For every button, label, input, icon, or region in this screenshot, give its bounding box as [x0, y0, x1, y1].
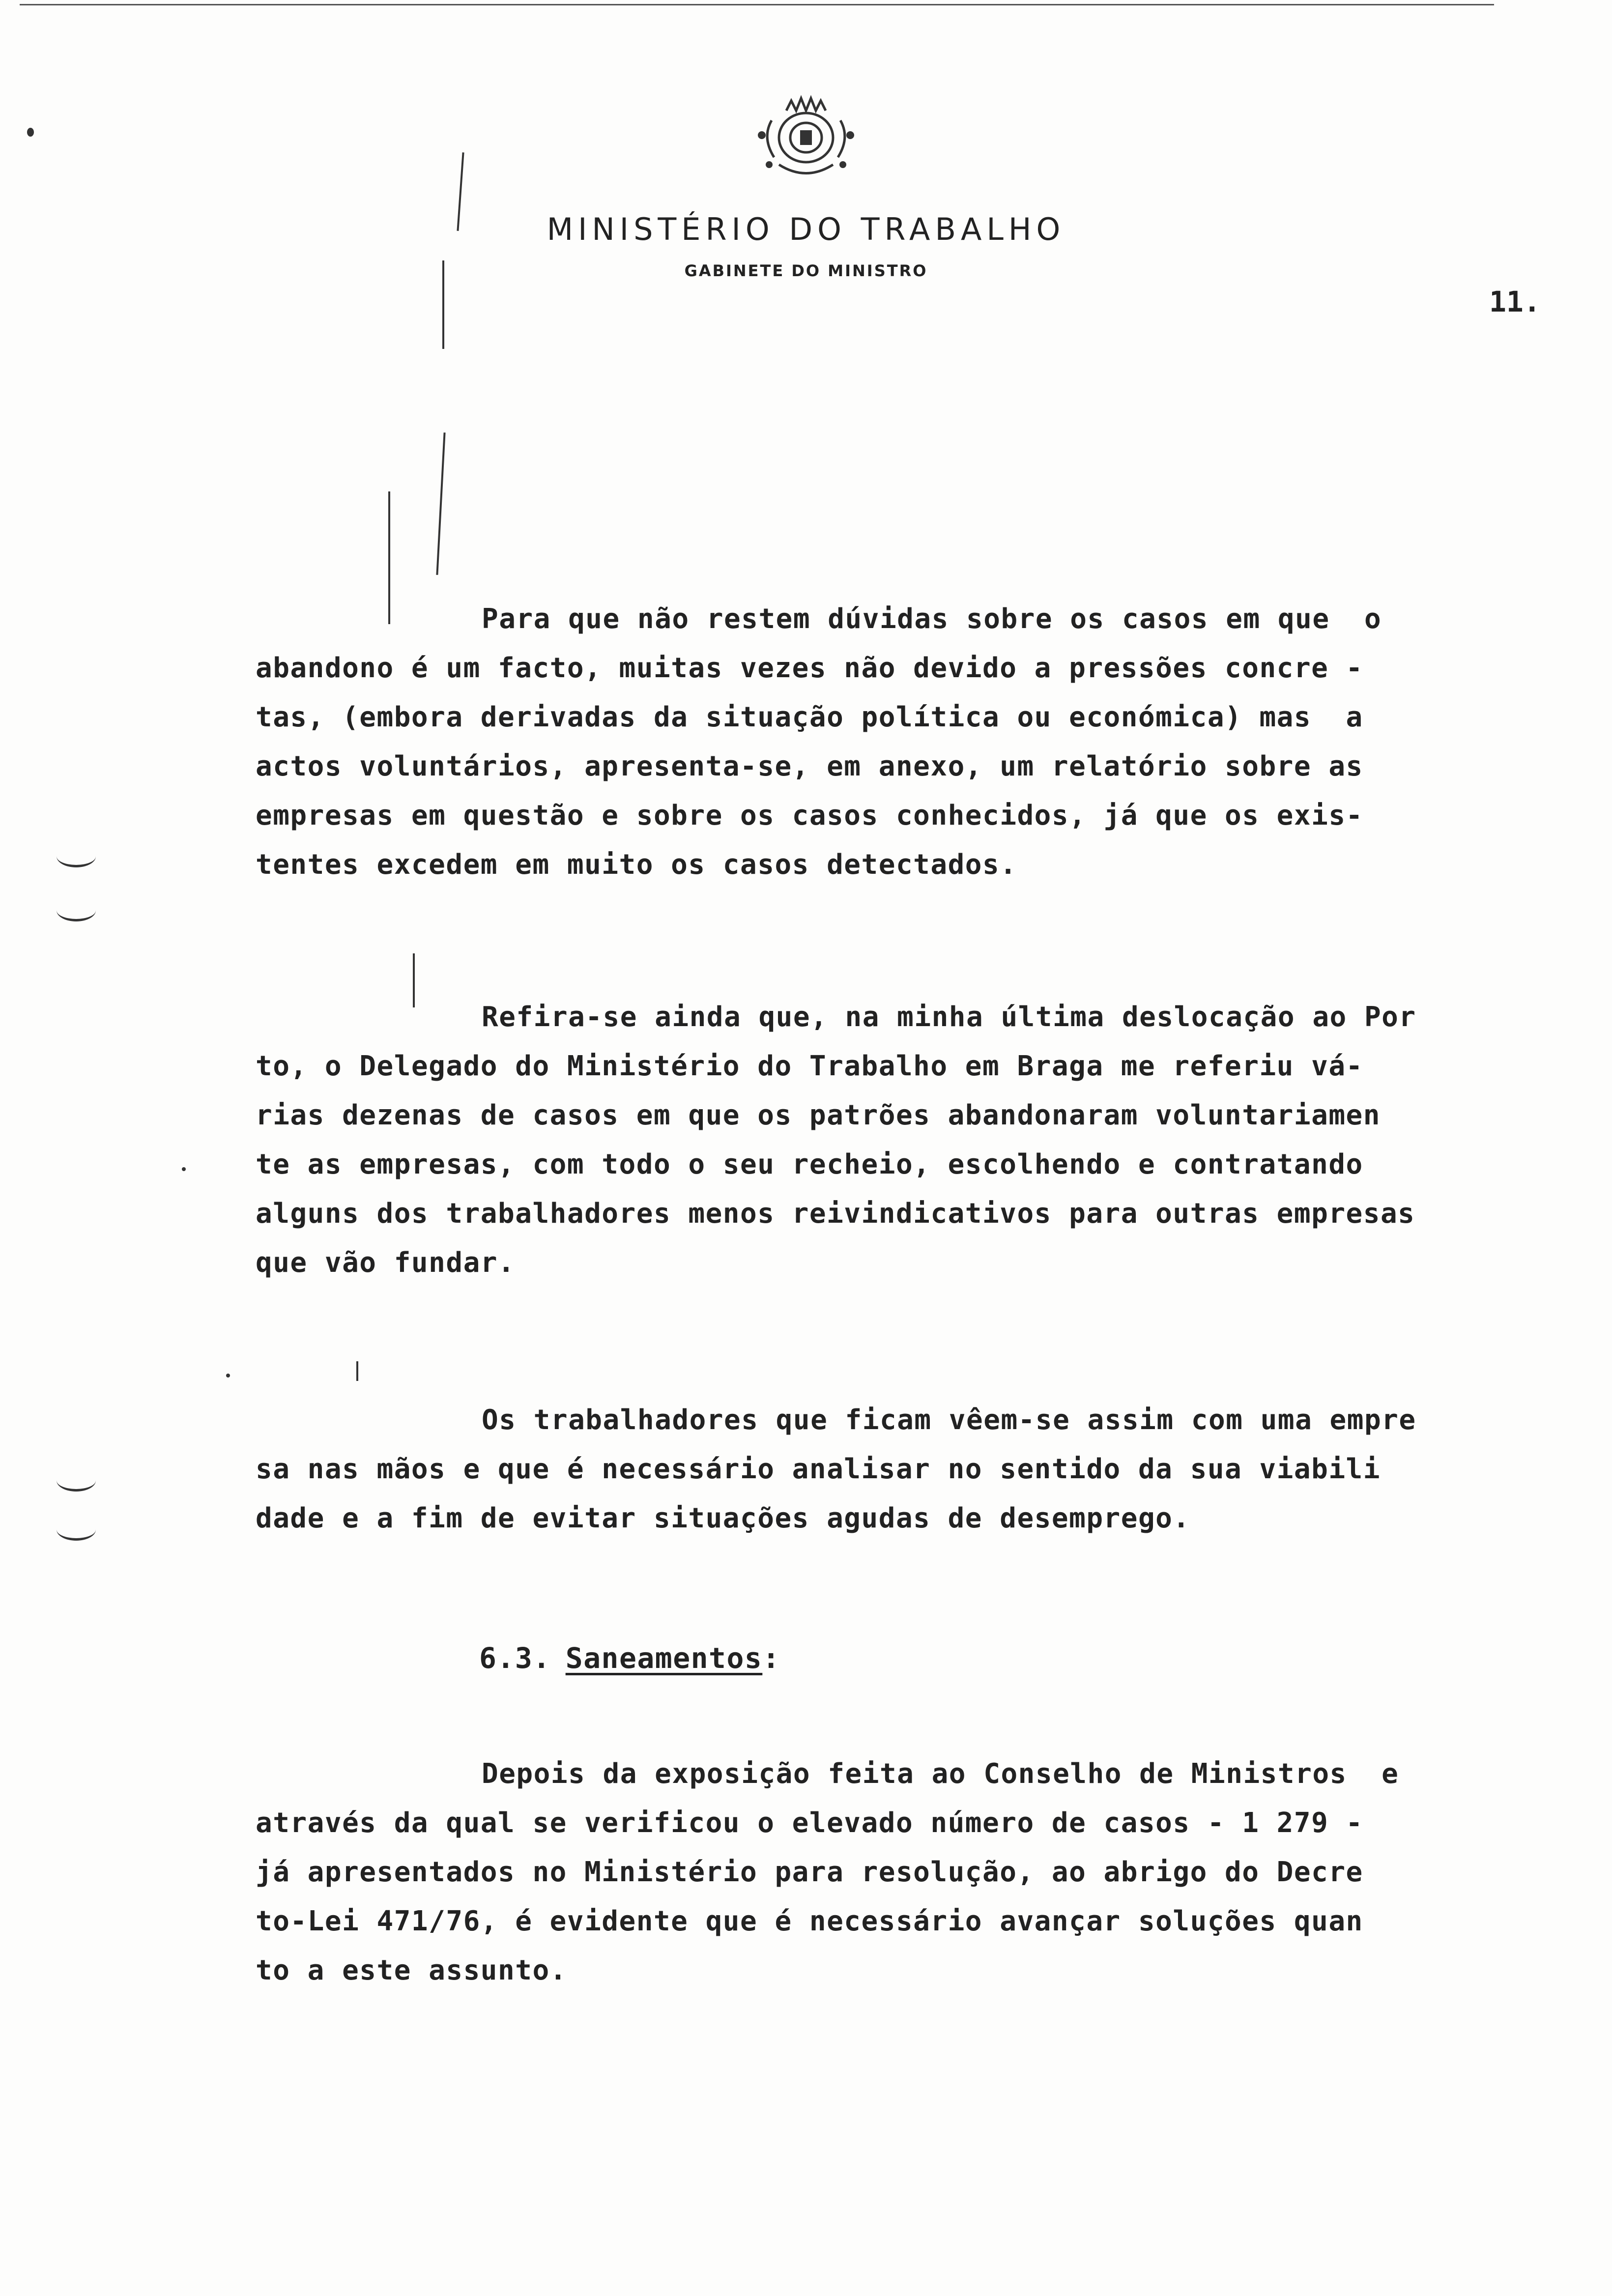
text-line: Refira-se ainda que, na minha última deslocação ao Por: [482, 1001, 1416, 1033]
text-line: já apresentados no Ministério para resolução, ao abrigo do Decre: [256, 1856, 1363, 1888]
text-line: to a este assunto.: [256, 1954, 567, 1986]
paragraph: [256, 595, 1553, 890]
text-line: Depois da exposição feita ao Conselho de Ministros e: [482, 1758, 1399, 1790]
section-title: Saneamentos: [565, 1641, 763, 1675]
margin-dot: [27, 128, 34, 137]
margin-pen-line: [436, 432, 445, 575]
top-border-line: [20, 4, 1494, 5]
margin-pen-line: [442, 260, 444, 349]
text-line: to-Lei 471/76, é evidente que é necessário avançar soluções quan: [256, 1905, 1363, 1937]
text-line: empresas em questão e sobre os casos conhecidos, já que os exis-: [256, 800, 1363, 832]
margin-mark: [57, 845, 96, 867]
page-number: 11.: [1489, 285, 1541, 318]
coat-of-arms-icon: [742, 91, 870, 189]
text-line: to, o Delegado do Ministério do Trabalho em Braga me referiu vá-: [256, 1050, 1363, 1082]
cabinet-subtitle: GABINETE DO MINISTRO: [684, 261, 928, 280]
text-line: que vão fundar.: [256, 1247, 516, 1279]
paragraph: [256, 993, 1553, 1288]
margin-dot: [226, 1374, 230, 1378]
section-number: 6.3.: [479, 1641, 551, 1675]
text-line: através da qual se verificou o elevado número de casos - 1 279 -: [256, 1807, 1363, 1839]
margin-mark: [57, 1519, 96, 1541]
text-line: tentes excedem em muito os casos detectados.: [256, 849, 1017, 881]
margin-pen-line: [457, 152, 464, 231]
text-line: Os trabalhadores que ficam vêem-se assim com uma empre: [482, 1404, 1416, 1436]
margin-pen-line: [356, 1361, 358, 1381]
text-line: dade e a fim de evitar situações agudas de desemprego.: [256, 1502, 1190, 1534]
text-line: te as empresas, com todo o seu recheio, escolhendo e contratando: [256, 1148, 1363, 1180]
section-suffix: :: [762, 1641, 780, 1675]
text-line: alguns dos trabalhadores menos reivindicativos para outras empresas: [256, 1198, 1415, 1230]
text-line: sa nas mãos e que é necessário analisar no sentido da sua viabili: [256, 1453, 1381, 1485]
paragraph: [256, 1396, 1553, 1543]
text-line: Para que não restem dúvidas sobre os casos em que o: [482, 603, 1382, 635]
paragraph: [256, 1750, 1553, 1995]
text-line: rias dezenas de casos em que os patrões abandonaram voluntariamen: [256, 1099, 1381, 1131]
margin-mark: [57, 1469, 96, 1492]
margin-mark: [57, 899, 96, 921]
ministry-title: MINISTÉRIO DO TRABALHO: [547, 211, 1065, 247]
margin-dot: [182, 1167, 186, 1171]
text-line: actos voluntários, apresenta-se, em anexo, um relatório sobre as: [256, 750, 1363, 782]
text-line: tas, (embora derivadas da situação política ou económica) mas a: [256, 701, 1363, 733]
section-heading: [479, 1641, 780, 1675]
text-line: abandono é um facto, muitas vezes não devido a pressões concre -: [256, 652, 1363, 684]
